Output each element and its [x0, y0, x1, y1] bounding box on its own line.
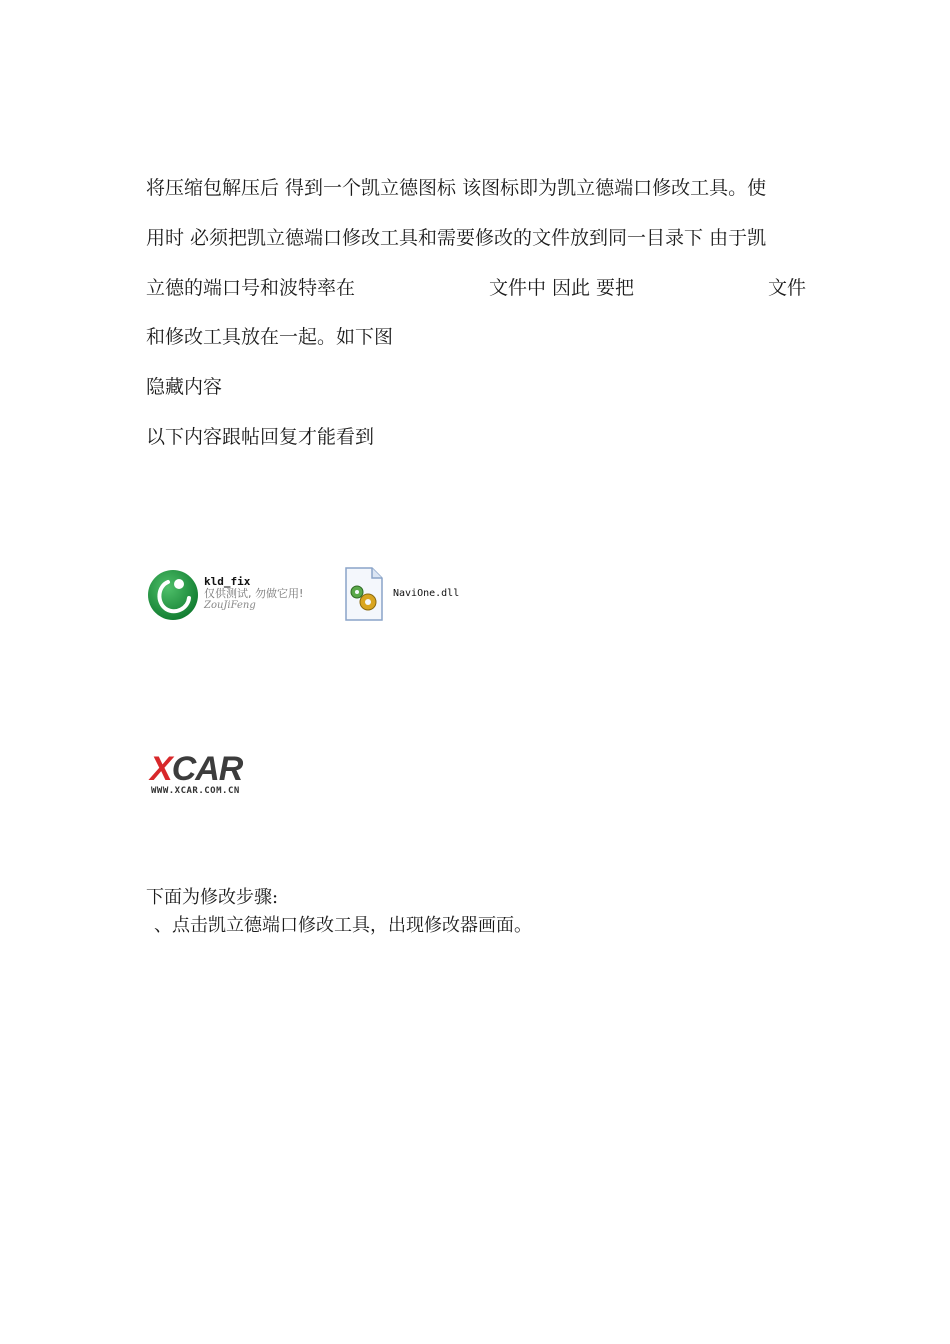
- paragraph-line-3-part-3: 文件: [767, 277, 806, 299]
- app-label-block: [204, 576, 303, 612]
- reply-notice: 以下内容跟帖回复才能看到: [146, 426, 375, 448]
- app-file-author: ZouJiFeng: [204, 600, 256, 611]
- xcar-watermark: [150, 752, 262, 800]
- app-file-description: 仅供测试, 勿做它用!: [204, 587, 304, 600]
- steps-heading: 下面为修改步骤:: [146, 887, 279, 908]
- paragraph-line-3: [146, 275, 806, 301]
- paragraph-line-3-part-1: 立德的端口号和波特率在: [146, 277, 356, 299]
- file-icons-figure: [146, 566, 486, 626]
- paragraph-line-3-part-2: 文件中 因此 要把: [488, 277, 635, 299]
- kaililde-app-icon: [146, 568, 200, 622]
- steps-section: [146, 884, 532, 940]
- paragraph-line-2: 用时 必须把凯立德端口修改工具和需要修改的文件放到同一目录下 由于凯: [146, 227, 767, 249]
- paragraph-line-1: 将压缩包解压后 得到一个凯立德图标 该图标即为凯立德端口修改工具。使: [146, 177, 767, 199]
- app-file-name: kld_fix: [204, 575, 251, 588]
- dll-file-name: NaviOne.dll: [393, 588, 460, 599]
- xcar-logo-x: X: [150, 750, 172, 788]
- step-1: 、点击凯立德端口修改工具，出现修改器画面。: [154, 915, 532, 936]
- paragraph-line-4: 和修改工具放在一起。如下图: [146, 326, 394, 348]
- hidden-content-label: 隐藏内容: [146, 376, 223, 398]
- xcar-logo: [150, 752, 242, 786]
- xcar-logo-car: CAR: [171, 750, 243, 788]
- dll-file-icon: [342, 566, 386, 622]
- xcar-url: WWW.XCAR.COM.CN: [151, 786, 240, 796]
